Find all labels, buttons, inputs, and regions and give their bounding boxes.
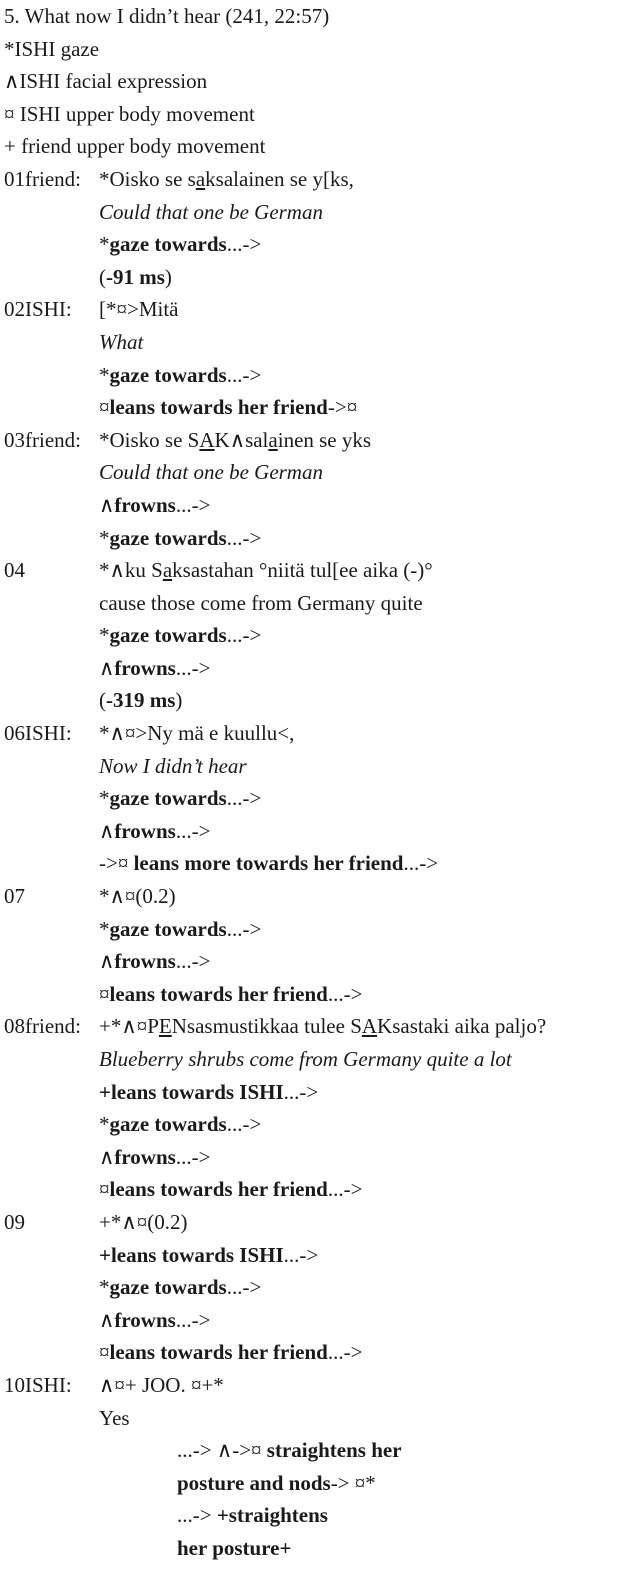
transcript-line	[4, 1304, 622, 1337]
legend-facial: ∧ISHI facial expression	[4, 69, 208, 94]
transcript-line	[4, 1173, 622, 1206]
transcript-line	[4, 1402, 622, 1435]
transcript-line	[4, 359, 622, 392]
line-number-speaker: 07	[4, 884, 25, 909]
line-number-speaker: 03friend:	[4, 427, 81, 452]
transcript-line	[4, 945, 622, 978]
line-number-speaker: 08friend:	[4, 1014, 81, 1039]
transcript-line	[4, 1141, 622, 1174]
transcript-text: Yes	[99, 1405, 130, 1430]
transcript-text: *gaze towards...->	[99, 623, 262, 648]
transcript-line	[4, 847, 622, 880]
transcript-text: ...-> ∧->¤ straightens her	[177, 1438, 402, 1463]
title-text: 5. What now I didn’t hear (241, 22:57)	[4, 4, 330, 28]
transcript-text: *gaze towards...->	[99, 786, 262, 811]
line-number-speaker: 01friend:	[4, 166, 81, 191]
transcript-rows	[4, 163, 622, 1565]
transcript-line	[4, 619, 622, 652]
transcript-line	[4, 587, 622, 620]
transcript-line	[4, 261, 622, 294]
line-number-speaker: 02ISHI:	[4, 297, 72, 322]
translation-text: Blueberry shrubs come from Germany quite a lot	[99, 1047, 512, 1071]
transcript-line	[4, 1076, 622, 1109]
legend-line	[4, 130, 622, 163]
transcript-text: *∧¤(0.2)	[99, 884, 176, 909]
transcript-line	[4, 1336, 622, 1369]
transcript-line	[4, 1271, 622, 1304]
transcript-text: +*∧¤(0.2)	[99, 1209, 188, 1234]
transcript-text: ∧¤+ JOO. ¤+*	[99, 1372, 224, 1397]
transcript-text: her posture+	[177, 1535, 292, 1560]
transcript-text: (-91 ms)	[99, 264, 172, 289]
transcript-line	[4, 782, 622, 815]
transcript-line	[4, 489, 622, 522]
transcript-line	[4, 196, 622, 229]
transcript-text: posture and nods-> ¤*	[177, 1470, 376, 1495]
transcript-line	[4, 424, 622, 457]
transcript-text: ¤leans towards her friend->¤	[99, 395, 358, 420]
transcript-text: (-319 ms)	[99, 688, 183, 713]
transcript-line	[4, 978, 622, 1011]
transcript-line	[4, 1532, 622, 1565]
transcript-line	[4, 391, 622, 424]
transcript-text: [*¤>Mitä	[99, 297, 179, 322]
transcript-line	[4, 750, 622, 783]
transcript-line	[4, 1369, 622, 1402]
transcript-line	[4, 652, 622, 685]
transcript-text: +leans towards ISHI...->	[99, 1079, 319, 1104]
transcript-text: ->¤ leans more towards her friend...->	[99, 851, 439, 876]
transcript-text: cause those come from Germany quite	[99, 590, 423, 615]
transcript-text: *Oisko se SAK∧salainen se yks	[99, 427, 372, 452]
transcript-line	[4, 326, 622, 359]
transcript-line	[4, 163, 622, 196]
transcript-text: ∧frowns...->	[99, 655, 211, 680]
transcript-line	[4, 717, 622, 750]
transcript-line	[4, 554, 622, 587]
transcript-text: +*∧¤PENsasmustikkaa tulee SAKsastaki aika paljo?	[99, 1014, 547, 1039]
transcript-line	[4, 1239, 622, 1272]
transcript-title	[4, 0, 622, 33]
transcript-text: *∧¤>Ny mä e kuullu<,	[99, 721, 295, 746]
line-number-speaker: 06ISHI:	[4, 721, 72, 746]
line-number-speaker: 04	[4, 558, 25, 583]
transcript-text: *Oisko se saksalainen se y[ks,	[99, 166, 354, 191]
transcript-line	[4, 1010, 622, 1043]
transcript-text: ¤leans towards her friend...->	[99, 981, 363, 1006]
transcript-line	[4, 1499, 622, 1532]
transcript-text: *gaze towards...->	[99, 525, 262, 550]
legend-line	[4, 98, 622, 131]
transcript-text: *∧ku Saksastahan °niitä tul[ee aika (-)°	[99, 558, 433, 583]
line-number-speaker: 09	[4, 1209, 25, 1234]
transcript-line	[4, 1206, 622, 1239]
transcript-line	[4, 293, 622, 326]
transcript-text: *gaze towards...->	[99, 232, 262, 257]
transcript-text: ∧frowns...->	[99, 1307, 211, 1332]
transcript-text: ∧frowns...->	[99, 1144, 211, 1169]
legend-friend-body: + friend upper body movement	[4, 134, 266, 159]
transcript-line	[4, 684, 622, 717]
transcript-text: +leans towards ISHI...->	[99, 1242, 319, 1267]
transcript-text: ∧frowns...->	[99, 818, 211, 843]
translation-text: Now I didn’t hear	[99, 753, 247, 778]
transcript-text: ∧frowns...->	[99, 949, 211, 974]
transcript-text: ¤leans towards her friend...->	[99, 1340, 363, 1365]
transcript-text: *gaze towards...->	[99, 916, 262, 941]
transcript-line	[4, 1467, 622, 1500]
transcript-text: ¤leans towards her friend...->	[99, 1177, 363, 1202]
transcript-line	[4, 456, 622, 489]
transcript-line	[4, 1108, 622, 1141]
line-number-speaker: 10ISHI:	[4, 1372, 72, 1397]
transcript-line	[4, 522, 622, 555]
transcript-line	[4, 1043, 622, 1076]
transcript-text: ∧frowns...->	[99, 492, 211, 517]
transcript-line	[4, 1434, 622, 1467]
transcript-line	[4, 880, 622, 913]
legend-ishi-body: ¤ ISHI upper body movement	[4, 101, 255, 126]
translation-text: Could that one be German	[99, 199, 323, 224]
transcript-text: ...-> +straightens	[177, 1503, 328, 1528]
transcript-text: *gaze towards...->	[99, 1275, 262, 1300]
legend-line	[4, 65, 622, 98]
translation-text: What	[99, 329, 144, 354]
transcript-line	[4, 913, 622, 946]
transcript-text: *gaze towards...->	[99, 1112, 262, 1137]
transcript-line	[4, 815, 622, 848]
legend-gaze: *ISHI gaze	[4, 36, 100, 61]
transcript-line	[4, 228, 622, 261]
translation-text: Could that one be German	[99, 460, 323, 485]
transcript-text: *gaze towards...->	[99, 362, 262, 387]
legend-line	[4, 33, 622, 66]
